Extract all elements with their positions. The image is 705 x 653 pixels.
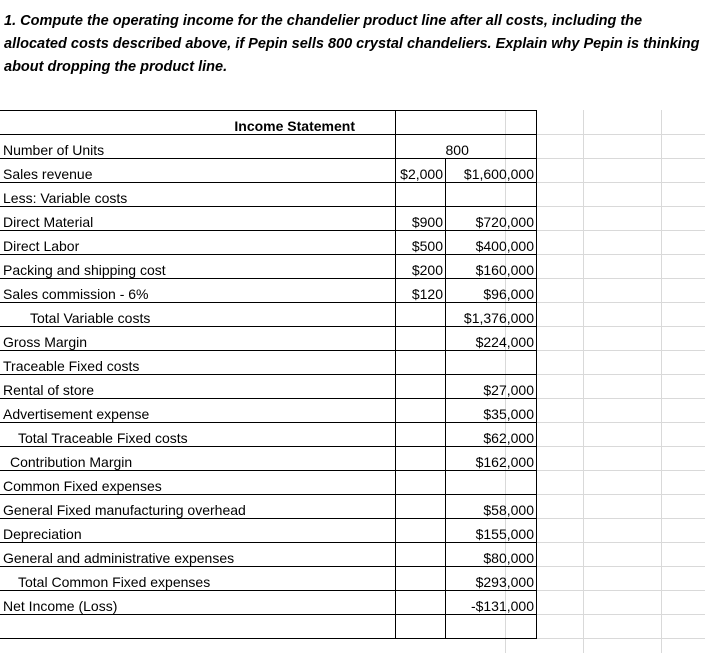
total-cell: $96,000 [446,279,537,303]
per-unit-cell: $500 [396,231,446,255]
per-unit-cell [396,471,446,495]
total-cell: $293,000 [446,567,537,591]
per-unit-cell [396,183,446,207]
table-row [0,183,537,207]
row-label: Traceable Fixed costs [0,351,396,375]
total-cell: $1,600,000 [446,159,537,183]
total-cell: $162,000 [446,447,537,471]
per-unit-cell: $2,000 [396,159,446,183]
total-cell [446,183,537,207]
grid-line [583,110,584,653]
grid-line [661,110,662,653]
total-cell: -$131,000 [446,591,537,615]
total-cell: $720,000 [446,207,537,231]
row-label: Total Traceable Fixed costs [0,423,396,447]
spreadsheet [0,110,705,653]
row-label: Net Income (Loss) [0,591,396,615]
per-unit-cell [396,591,446,615]
table-row [0,279,537,303]
table-row [0,519,537,543]
row-label: Direct Material [0,207,396,231]
row-label: Total Common Fixed expenses [0,567,396,591]
table-row [0,543,537,567]
table-row [0,255,537,279]
per-unit-cell [396,495,446,519]
per-unit-cell [396,399,446,423]
row-label: Sales revenue [0,159,396,183]
per-unit-cell [396,351,446,375]
per-unit-cell: $900 [396,207,446,231]
row-label: Direct Labor [0,231,396,255]
per-unit-cell [396,543,446,567]
table-cell [396,111,446,135]
row-label: Less: Variable costs [0,183,396,207]
income-statement-table [0,110,537,639]
table-row [0,231,537,255]
total-cell [446,615,537,639]
income-statement-title: Income Statement [0,111,396,135]
row-label: General and administrative expenses [0,543,396,567]
per-unit-cell [396,423,446,447]
table-row [0,471,537,495]
total-cell: $80,000 [446,543,537,567]
table-row [0,495,537,519]
row-label: Contribution Margin [0,447,396,471]
total-cell: $35,000 [446,399,537,423]
total-cell [446,471,537,495]
per-unit-cell: $120 [396,279,446,303]
row-label [0,615,396,639]
per-unit-cell [396,135,446,159]
per-unit-cell: $200 [396,255,446,279]
row-label: Rental of store [0,375,396,399]
total-cell: 800 [446,135,537,159]
question-text: 1. Compute the operating income for the chandelier product line after all costs, including the allocated costs described above, if Pepin sells 800 crystal chandeliers. Explain why Pepin is thinking about dropping the product line. [4,13,700,75]
row-label: Packing and shipping cost [0,255,396,279]
table-row [0,159,537,183]
per-unit-cell [396,567,446,591]
total-cell: $62,000 [446,423,537,447]
table-cell [446,111,537,135]
row-label: Depreciation [0,519,396,543]
per-unit-cell [396,375,446,399]
total-cell: $1,376,000 [446,303,537,327]
table-row [0,399,537,423]
total-cell [446,351,537,375]
total-cell: $58,000 [446,495,537,519]
row-label: General Fixed manufacturing overhead [0,495,396,519]
total-cell: $400,000 [446,231,537,255]
table-row [0,303,537,327]
total-cell: $224,000 [446,327,537,351]
row-label: Common Fixed expenses [0,471,396,495]
table-row [0,375,537,399]
row-label: Gross Margin [0,327,396,351]
table-row [0,423,537,447]
table-row [0,327,537,351]
row-label: Sales commission - 6% [0,279,396,303]
total-cell: $160,000 [446,255,537,279]
per-unit-cell [396,303,446,327]
total-cell: $27,000 [446,375,537,399]
table-row [0,207,537,231]
per-unit-cell [396,519,446,543]
table-header-row [0,111,537,135]
per-unit-cell [396,327,446,351]
table-row [0,351,537,375]
row-label: Total Variable costs [0,303,396,327]
total-cell: $155,000 [446,519,537,543]
table-row [0,447,537,471]
table-row [0,567,537,591]
row-label: Advertisement expense [0,399,396,423]
row-label: Number of Units [0,135,396,159]
per-unit-cell [396,615,446,639]
per-unit-cell [396,447,446,471]
table-row [0,615,537,639]
table-row [0,591,537,615]
table-row [0,135,537,159]
